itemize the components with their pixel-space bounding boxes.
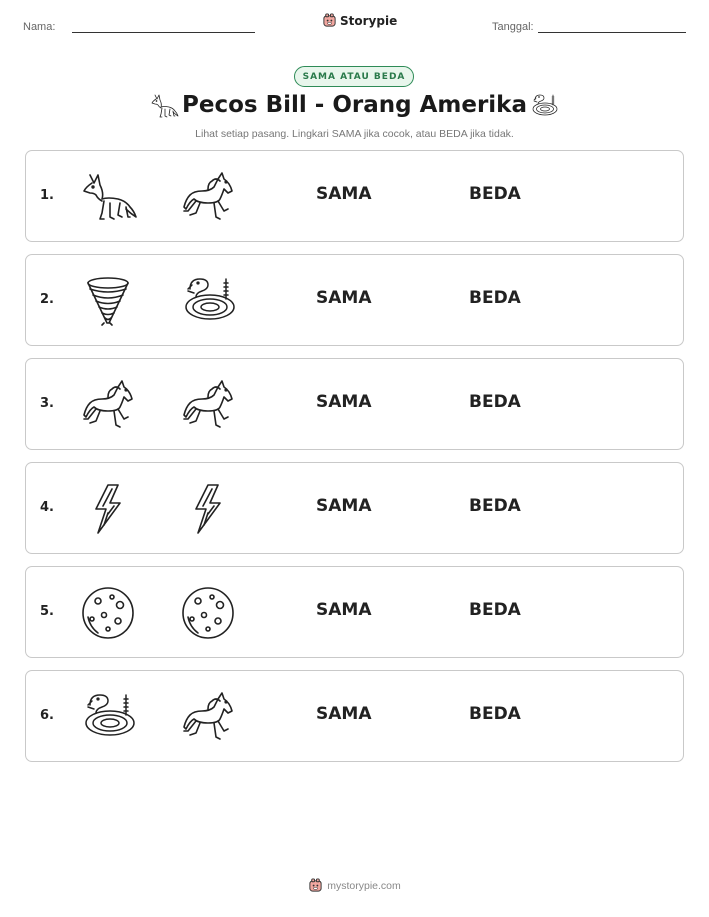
beda-option[interactable]: BEDA [469,288,521,308]
question-row [25,566,684,658]
instructions: Lihat setiap pasang. Lingkari SAMA jika cocok, atau BEDA jika tidak. [195,128,514,140]
storypie-mascot-icon [308,878,323,893]
footer [0,878,709,893]
name-field[interactable] [72,32,255,33]
brand-name: Storypie [340,13,398,28]
moon-icon [78,583,138,643]
activity-badge: SAMA ATAU BEDA [294,66,414,87]
question-row [25,150,684,242]
question-number: 3. [40,396,54,411]
date-label: Tanggal: [492,21,534,33]
question-number: 2. [40,292,54,307]
question-row [25,462,684,554]
date-field[interactable] [538,32,686,33]
horse-icon [178,167,238,227]
beda-option[interactable]: BEDA [469,392,521,412]
tornado-icon [78,271,138,331]
horse-icon [178,375,238,435]
beda-option[interactable]: BEDA [469,184,521,204]
sama-option[interactable]: SAMA [316,600,372,620]
lightning-icon [178,479,238,539]
question-number: 4. [40,500,54,515]
question-row [25,358,684,450]
question-row [25,670,684,762]
beda-option[interactable]: BEDA [469,496,521,516]
question-number: 6. [40,708,54,723]
sama-option[interactable]: SAMA [316,704,372,724]
footer-site: mystorypie.com [327,879,401,892]
storypie-mascot-icon [322,13,337,28]
rattlesnake-icon [78,687,138,747]
name-label: Nama: [23,21,56,33]
sama-option[interactable]: SAMA [316,184,372,204]
horse-icon [78,375,138,435]
question-number: 1. [40,188,54,203]
question-number: 5. [40,604,54,619]
rattlesnake-icon [178,271,238,331]
sama-option[interactable]: SAMA [316,496,372,516]
moon-icon [178,583,238,643]
question-row [25,254,684,346]
page-title: Pecos Bill - Orang Amerika [182,92,527,118]
coyote-icon [78,167,138,227]
lightning-icon [78,479,138,539]
worksheet-header [0,0,709,50]
beda-option[interactable]: BEDA [469,600,521,620]
rattlesnake-icon [528,91,560,121]
horse-icon [178,687,238,747]
sama-option[interactable]: SAMA [316,392,372,412]
sama-option[interactable]: SAMA [316,288,372,308]
beda-option[interactable]: BEDA [469,704,521,724]
brand-logo [322,13,397,28]
